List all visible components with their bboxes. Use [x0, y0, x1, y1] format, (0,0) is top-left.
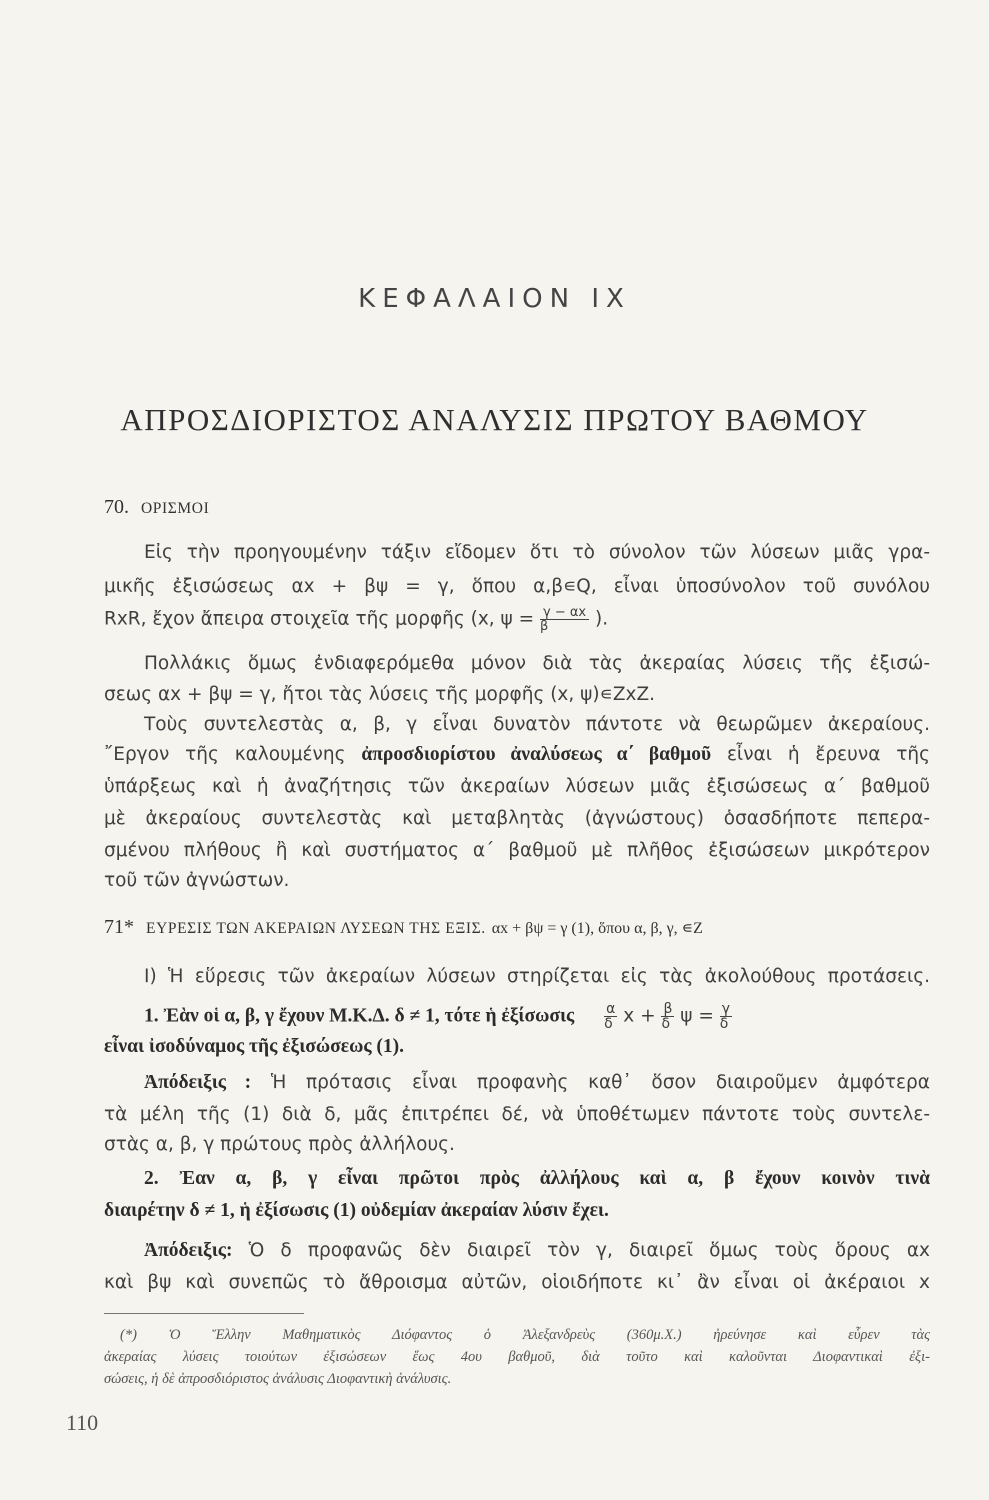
- equation-text: ψ =: [680, 1005, 714, 1027]
- equation-text: x +: [623, 1005, 656, 1027]
- chapter-title: ΑΠΡΟΣΔΙΟΡΙΣΤΟΣ ΑΝΑΛΥΣΙΣ ΠΡΩΤΟΥ ΒΑΘΜΟΥ: [120, 402, 869, 437]
- proof-line: στὰς α, β, γ πρώτους πρὸς ἀλλήλους.: [104, 1134, 455, 1155]
- paragraph-line: Ι) Ἡ εὕρεσις τῶν ἀκεραίων λύσεων στηρίζεται εἰς τὰς ἀκολούθους προτάσεις.: [144, 966, 930, 987]
- paragraph-line-emphasis: [104, 744, 930, 766]
- proposition-1-continued: [104, 1036, 930, 1058]
- paragraph-line: μικῆς ἐξισώσεως αx + βψ = γ, ὅπου α,β∊Q, εἶναι ὑποσύνολον τοῦ συνόλου: [104, 576, 930, 597]
- proposition-text: 2. Ἐαν α, β, γ εἶναι πρῶτοι πρὸς ἀλλήλους καὶ α, β ἔχουν κοινὸν τινὰ: [144, 1168, 930, 1189]
- fraction-numerator: γ − αx: [540, 606, 589, 620]
- text-span: ).: [595, 608, 609, 630]
- fraction-numerator: γ: [721, 1001, 731, 1017]
- text-span: RxR, ἔχον ἄπειρα στοιχεῖα τῆς μορφῆς (x, ψ =: [104, 608, 535, 630]
- paragraph-line: σεως αx + βψ = γ, ἤτοι τὰς λύσεις τῆς μορφῆς (x, ψ)∊ZxZ.: [104, 684, 656, 705]
- fraction-numerator: β: [663, 1001, 673, 1017]
- equation-divided: [604, 1002, 732, 1031]
- paragraph-line: Πολλάκις ὅμως ἐνδιαφερόμεθα μόνον διὰ τὰς ἀκεραίας λύσεις τῆς ἐξισώ-: [144, 653, 930, 674]
- fraction: [661, 1002, 674, 1031]
- fraction-denominator: δ: [604, 1016, 613, 1032]
- fraction: [604, 1002, 617, 1031]
- proof-label: Ἀπόδειξις:: [144, 1240, 233, 1261]
- page-number: 110: [66, 1410, 99, 1435]
- proposition-2: [144, 1168, 930, 1190]
- proposition-1: [144, 1002, 930, 1031]
- paragraph-line: Τοὺς συντελεστὰς α, β, γ εἶναι δυνατὸν πάντοτε νὰ θεωρῶμεν ἀκεραίους.: [144, 714, 930, 735]
- fraction: [720, 1002, 732, 1031]
- proof-label: Ἀπόδειξις :: [144, 1072, 252, 1093]
- emphasized-term: ἀπροσδιορίστου ἀναλύσεως α΄ βαθμοῦ: [361, 744, 712, 765]
- proof-line: [144, 1072, 930, 1094]
- text-span: ῎Εργον τῆς καλουμένης: [104, 744, 346, 765]
- proof-line: τὰ μέλη τῆς (1) διὰ δ, μᾶς ἐπιτρέπει δέ, νὰ ὑποθέτωμεν πάντοτε τοὺς συντελε-: [104, 1104, 930, 1125]
- section-number: 71*: [104, 916, 134, 938]
- fraction-denominator: δ: [719, 1016, 729, 1032]
- section-title: ΟΡΙΣΜΟΙ: [141, 500, 210, 517]
- paragraph-line: τοῦ τῶν ἀγνώστων.: [104, 870, 290, 891]
- chapter-heading: ΚΕΦΑΛΑΙΟΝ IX: [358, 284, 631, 314]
- footnote-line: (*) Ὁ Ἕλλην Μαθηματικὸς Διόφαντος ὁ Ἀλεξανδρεὺς (360μ.Χ.) ἠρεύνησε καὶ εὗρεν τὰς: [120, 1327, 930, 1343]
- section-70-heading: [104, 496, 209, 519]
- footnote-line: ἀκεραίας λύσεις τοιούτων ἐξισώσεων ἕως 4ου βαθμοῦ, διὰ τοῦτο καὶ καλοῦνται Διοφαντικαὶ ἐξι-: [104, 1349, 930, 1365]
- text-span: Ὁ δ προφανῶς δὲν διαιρεῖ τὸν γ, διαιρεῖ ὅμως τοὺς ὅρους αx: [248, 1240, 930, 1261]
- fraction-numerator: α: [606, 1001, 616, 1017]
- fraction-denominator: δ: [661, 1016, 671, 1032]
- section-equation: αx + βψ = γ (1), ὅπου α, β, γ, ∊Z: [491, 920, 703, 937]
- section-71-heading: [104, 916, 703, 939]
- fraction: [540, 606, 589, 633]
- section-title: ΕΥΡΕΣΙΣ ΤΩΝ ΑΚΕΡΑΙΩΝ ΛΥΣΕΩΝ ΤΗΣ ΕΞΙΣ.: [146, 920, 486, 937]
- paragraph-line: ὑπάρξεως καὶ ἡ ἀναζήτησις τῶν ἀκεραίων λύσεων μιᾶς ἐξισώσεως α΄ βαθμοῦ: [104, 776, 930, 797]
- paragraph-line: Εἰς τὴν προηγουμένην τάξιν εἴδομεν ὅτι τὸ σύνολον τῶν λύσεων μιᾶς γρα-: [144, 542, 930, 563]
- fraction-denominator: β: [540, 619, 549, 634]
- text-span: Ἡ πρότασις εἶναι προφανὴς καθ᾽ ὅσον διαιροῦμεν ἀμφότερα: [270, 1072, 930, 1093]
- proposition-2-continued: [104, 1200, 930, 1222]
- proposition-text: 1. Ἐὰν οἱ α, β, γ ἔχουν Μ.Κ.Δ. δ ≠ 1, τότε ἡ ἐξίσωσις: [144, 1005, 575, 1027]
- paragraph-line: μὲ ἀκεραίους συντελεστὰς καὶ μεταβλητὰς (ἀγνώστους) ὁσασδήποτε πεπερα-: [104, 808, 930, 829]
- paragraph-line: σμένου πλήθους ἢ καὶ συστήματος α΄ βαθμοῦ μὲ πλῆθος ἐξισώσεων μικρότερον: [104, 840, 930, 861]
- footnote-divider: [104, 1313, 304, 1314]
- paragraph-line-fraction: [104, 606, 930, 633]
- proof-line: [144, 1240, 930, 1262]
- section-number: 70.: [104, 496, 129, 518]
- proposition-text: διαιρέτην δ ≠ 1, ἡ ἐξίσωσις (1) οὐδεμίαν ἀκεραίαν λύσιν ἔχει.: [104, 1200, 609, 1221]
- text-span: εἶναι ἡ ἔρευνα τῆς: [726, 744, 930, 765]
- proposition-text: εἶναι ἰσοδύναμος τῆς ἐξισώσεως (1).: [104, 1036, 405, 1057]
- footnote-line: σώσεις, ἡ δὲ ἀπροσδιόριστος ἀνάλυσις Διοφαντικὴ ἀνάλυσις.: [104, 1371, 452, 1387]
- proof-line: καὶ βψ καὶ συνεπῶς τὸ ἄθροισμα αὐτῶν, οἱοιδήποτε κι᾽ ἂν εἶναι οἱ ἀκέραιοι x: [104, 1272, 930, 1293]
